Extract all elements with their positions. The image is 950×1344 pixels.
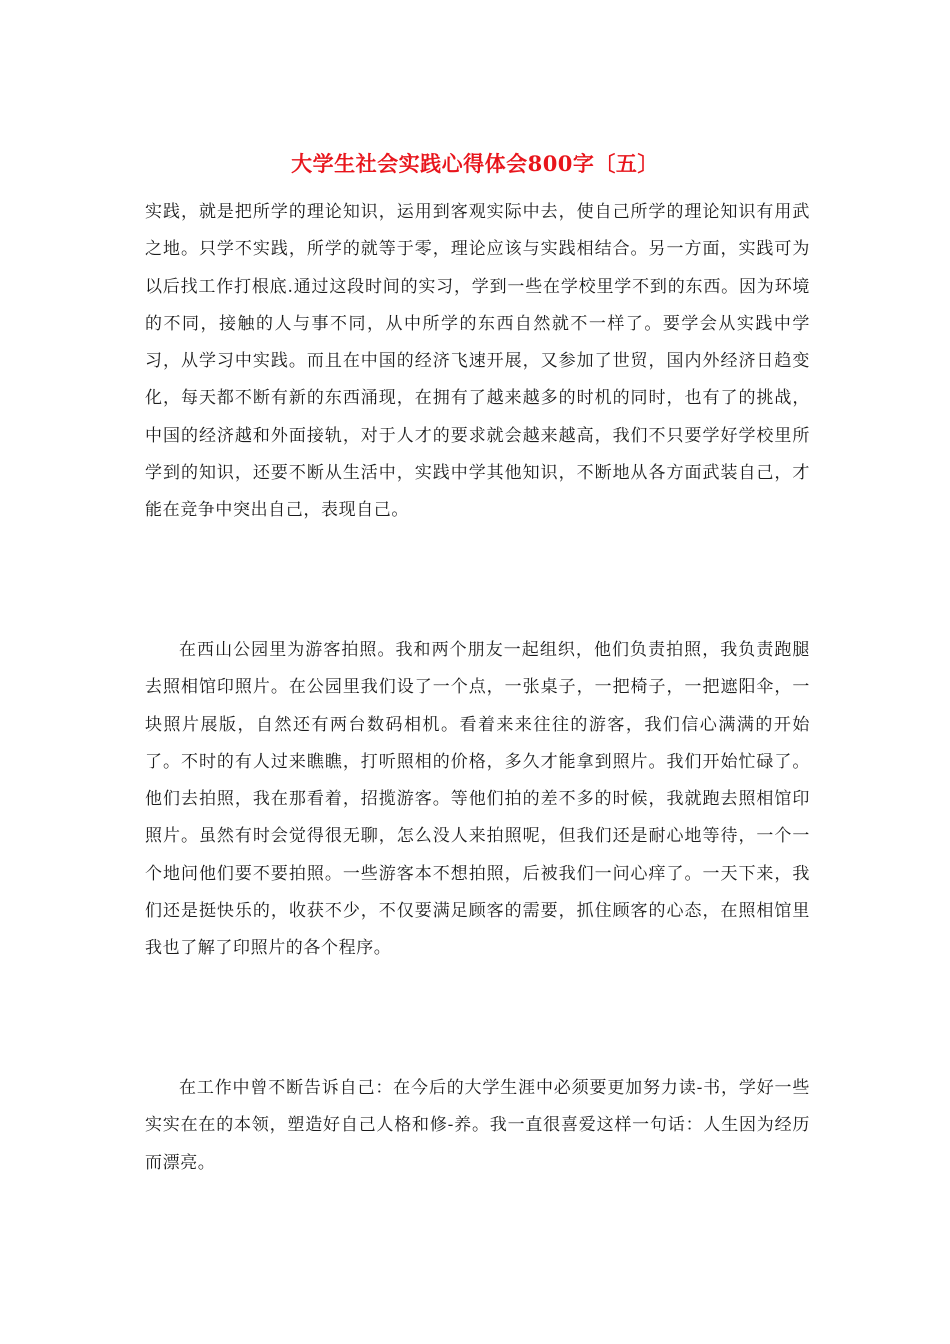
paragraph-1: 实践，就是把所学的理论知识，运用到客观实际中去，使自己所学的理论知识有用武之地。只学不实践，所学的就等于零，理论应该与实践相结合。另一方面，实践可为以后找工作打根底.通过这段时间的实习，学到一些在学校里学不到的东西。因为环境的不同，接触的人与事不同，从中所学的东西自然就不一样了。要学会从实践中学习，从学习中实践。而且在中国的经济飞速开展，又参加了世贸，国内外经济日趋变化，每天都不断有新的东西涌现，在拥有了越来越多的时机的同时，也有了的挑战，中国的经济越和外面接轨，对于人才的要求就会越来越高，我们不只要学好学校里所学到的知识，还要不断从生活中，实践中学其他知识，不断地从各方面武装自己，才能在竞争中突出自己，表现自己。: [145, 202, 810, 521]
document-title: 大学生社会实践心得体会800字〔五〕: [291, 151, 659, 176]
paragraph-2: 在西山公园里为游客拍照。我和两个朋友一起组织，他们负责拍照，我负责跑腿去照相馆印照片。在公园里我们设了一个点，一张桌子，一把椅子，一把遮阳伞，一块照片展版，自然还有两台数码相机。看着来来往往的游客，我们信心满满的开始了。不时的有人过来瞧瞧，打听照相的价格，多久才能拿到照片。我们开始忙碌了。他们去拍照，我在那看着，招揽游客。等他们拍的差不多的时候，我就跑去照相馆印照片。虽然有时会觉得很无聊，怎么没人来拍照呢，但我们还是耐心地等待，一个一个地问他们要不要拍照。一些游客本不想拍照，后被我们一问心痒了。一天下来，我们还是挺快乐的，收获不少，不仅要满足顾客的需要，抓住顾客的心态，在照相馆里我也了解了印照片的各个程序。: [145, 640, 810, 959]
paragraph-3: 在工作中曾不断告诉自己：在今后的大学生涯中必须要更加努力读-书，学好一些实实在在的本领，塑造好自己人格和修-养。我一直很喜爱这样一句话：人生因为经历而漂亮。: [145, 1078, 810, 1173]
